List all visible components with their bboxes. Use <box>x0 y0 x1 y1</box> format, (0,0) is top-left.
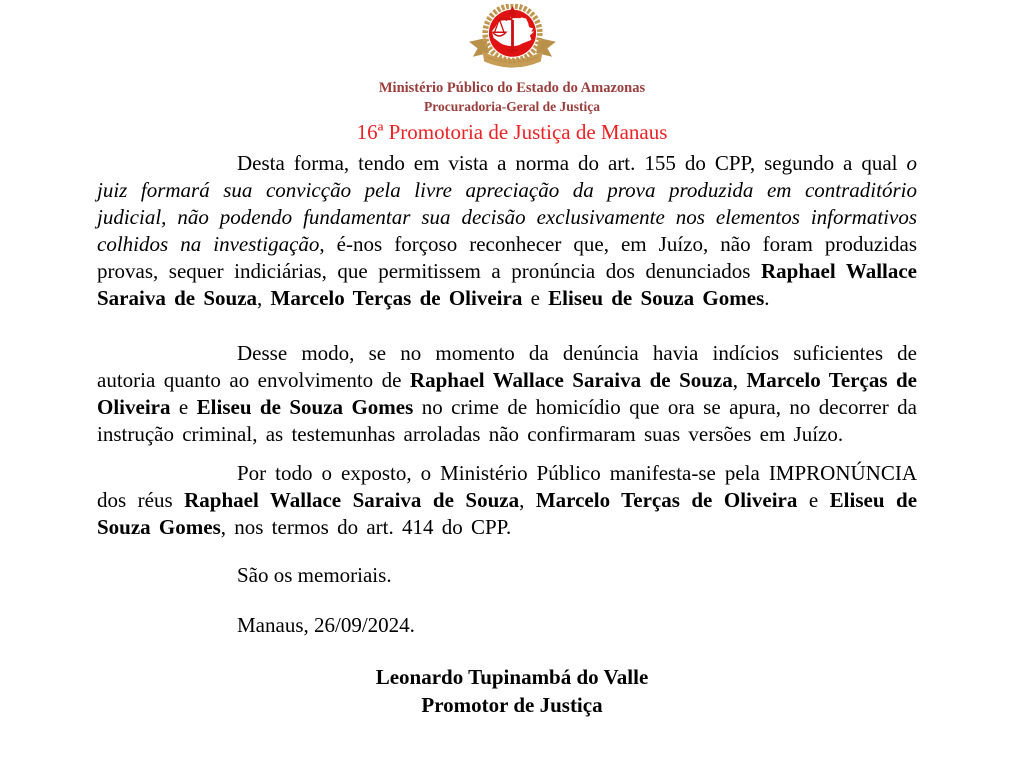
org-subtitle: Procuradoria-Geral de Justiça <box>424 99 600 114</box>
paragraph-2: Desse modo, se no momento da denúncia havia indícios suficientes de autoria quanto ao envolvimento de Raphael Wallace Saraiva de Souza, Marcelo Terças de Oliveira e Eliseu de Souza Gomes no crime de homicídio que ora se apura, no decorrer da instrução criminal, as testemunhas arroladas não confirmaram suas versões em Juízo. <box>97 341 917 446</box>
dateline: Manaus, 26/09/2024. <box>237 613 415 637</box>
document-body <box>97 150 917 639</box>
closing-line: São os memoriais. <box>237 563 392 587</box>
promotoria-title: 16ª Promotoria de Justiça de Manaus <box>356 120 668 144</box>
document-header <box>0 0 1024 146</box>
signature-name: Leonardo Tupinambá do Valle <box>375 665 649 689</box>
org-name: Ministério Público do Estado do Amazonas <box>378 80 646 96</box>
signature-block <box>0 663 1024 719</box>
paragraph-3: Por todo o exposto, o Ministério Público manifesta-se pela IMPRONÚNCIA dos réus Raphael Wallace Saraiva de Souza, Marcelo Terças de Oliveira e Eliseu de Souza Gomes, nos termos do art. 414 do CPP. <box>97 461 918 539</box>
paragraph-1: Desta forma, tendo em vista a norma do art. 155 do CPP, segundo a qual o juiz formará sua convicção pela livre apreciação da prova produzida em contraditório judicial, não podendo fundamentar sua decisão exclusivamente nos elementos informativos colhidos na investigação, é-nos forçoso reconhecer que, em Juízo, não foram produzidas provas, sequer indiciárias, que permitissem a pronúncia dos denunciados Raphael Wallace Saraiva de Souza, Marcelo Terças de Oliveira e Eliseu de Souza Gomes. <box>97 151 918 310</box>
crest-svg <box>467 4 558 70</box>
mp-am-crest-icon <box>467 4 558 70</box>
signature-title: Promotor de Justiça <box>421 693 603 717</box>
